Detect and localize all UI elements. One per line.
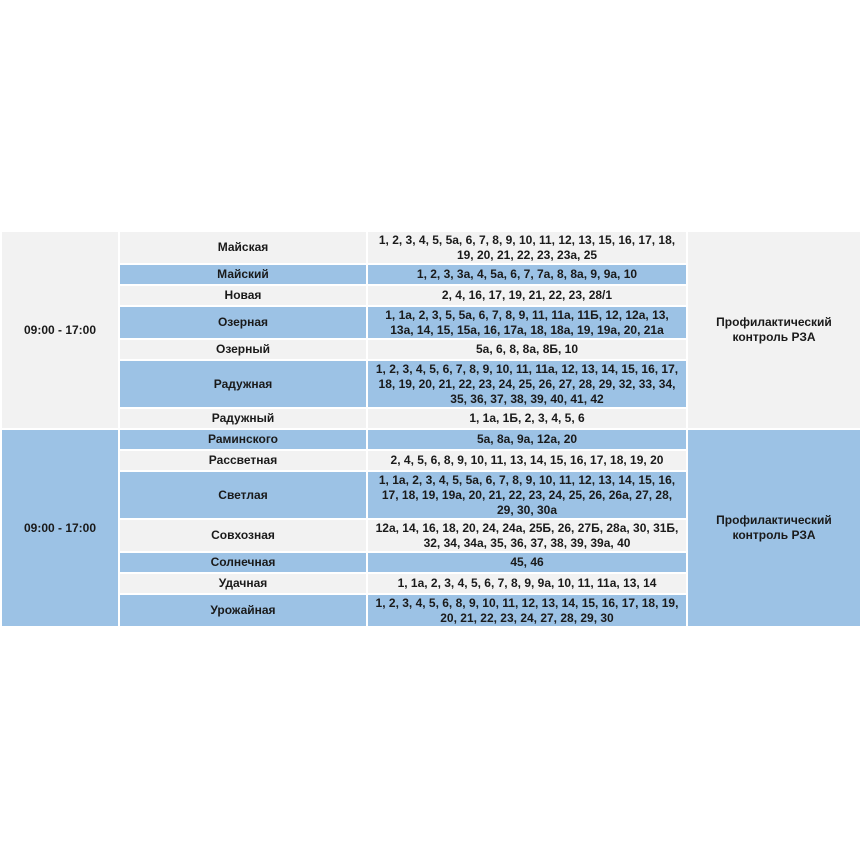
time-cell: 09:00 - 17:00 [1,231,119,429]
schedule-table [0,230,860,628]
street-cell: Солнечная [119,552,367,573]
table-row [1,429,860,450]
street-cell: Озерная [119,306,367,339]
street-cell: Светлая [119,471,367,519]
houses-cell: 1, 1а, 1Б, 2, 3, 4, 5, 6 [367,408,687,429]
table-row [1,231,860,264]
work-type-cell: Профилактический контроль РЗА [687,231,860,429]
street-cell: Майская [119,231,367,264]
houses-cell: 1, 2, 3, 4, 5, 5а, 6, 7, 8, 9, 10, 11, 12, 13, 15, 16, 17, 18, 19, 20, 21, 22, 23, 23а, 25 [367,231,687,264]
houses-cell: 45, 46 [367,552,687,573]
houses-cell: 1, 1а, 2, 3, 4, 5, 5а, 6, 7, 8, 9, 10, 11, 12, 13, 14, 15, 16, 17, 18, 19, 19а, 20, 21, 22, 23, 24, 25, 26, 26а, 27, 28, 29, 30, 30а [367,471,687,519]
houses-cell: 1, 2, 3, 4, 5, 6, 7, 8, 9, 10, 11, 11а, 12, 13, 14, 15, 16, 17, 18, 19, 20, 21, 22, 23, 24, 25, 26, 27, 28, 29, 32, 33, 34, 35, 36, 37, 38, 39, 40, 41, 42 [367,360,687,408]
houses-cell: 1, 2, 3, 4, 5, 6, 8, 9, 10, 11, 12, 13, 14, 15, 16, 17, 18, 19, 20, 21, 22, 23, 24, 27, 28, 29, 30 [367,594,687,627]
work-type-cell: Профилактический контроль РЗА [687,429,860,627]
street-cell: Удачная [119,573,367,594]
houses-cell: 12а, 14, 16, 18, 20, 24, 24а, 25Б, 26, 27Б, 28а, 30, 31Б, 32, 34, 34а, 35, 36, 37, 38, 39, 39а, 40 [367,519,687,552]
street-cell: Урожайная [119,594,367,627]
houses-cell: 1, 2, 3, 3а, 4, 5а, 6, 7, 7а, 8, 8а, 9, 9а, 10 [367,264,687,285]
street-cell: Рассветная [119,450,367,471]
street-cell: Радужный [119,408,367,429]
houses-cell: 2, 4, 5, 6, 8, 9, 10, 11, 13, 14, 15, 16, 17, 18, 19, 20 [367,450,687,471]
street-cell: Радужная [119,360,367,408]
houses-cell: 1, 1а, 2, 3, 5, 5а, 6, 7, 8, 9, 11, 11а, 11Б, 12, 12а, 13, 13а, 14, 15, 15а, 16, 17а, 18, 18а, 19, 19а, 20, 21а [367,306,687,339]
houses-cell: 2, 4, 16, 17, 19, 21, 22, 23, 28/1 [367,285,687,306]
street-cell: Новая [119,285,367,306]
outage-schedule [0,230,860,628]
houses-cell: 1, 1а, 2, 3, 4, 5, 6, 7, 8, 9, 9а, 10, 11, 11а, 13, 14 [367,573,687,594]
street-cell: Раминского [119,429,367,450]
street-cell: Озерный [119,339,367,360]
street-cell: Совхозная [119,519,367,552]
time-cell: 09:00 - 17:00 [1,429,119,627]
houses-cell: 5а, 8а, 9а, 12а, 20 [367,429,687,450]
street-cell: Майский [119,264,367,285]
houses-cell: 5а, 6, 8, 8а, 8Б, 10 [367,339,687,360]
